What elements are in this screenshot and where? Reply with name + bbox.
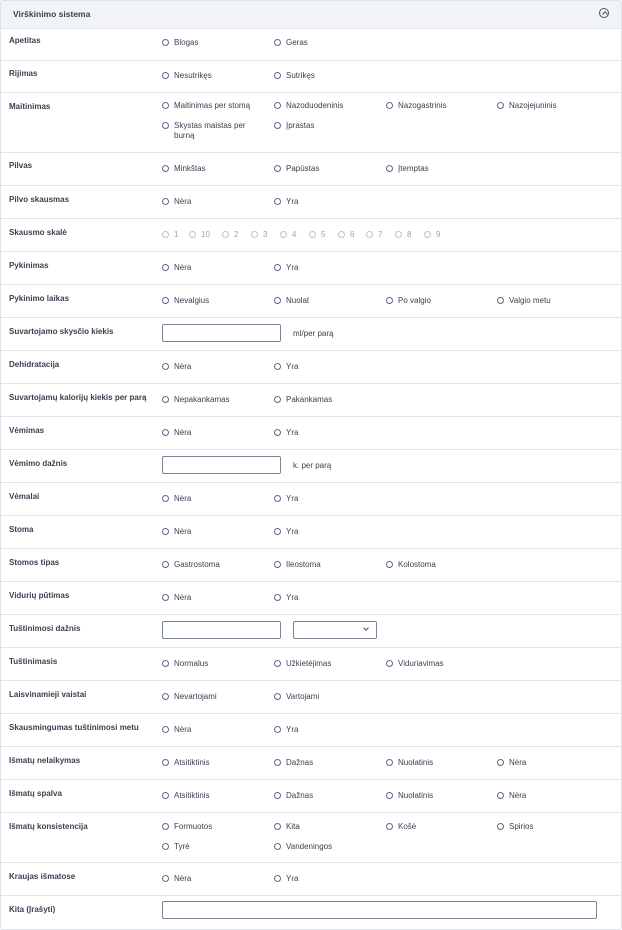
- radio-label: Yra: [286, 874, 299, 883]
- radio-circle-icon[interactable]: [274, 528, 281, 535]
- chevron-down-icon: [363, 625, 369, 631]
- radio-circle-icon[interactable]: [162, 363, 169, 370]
- row-pilvas: [1, 153, 621, 186]
- row-ismatu-nelaikymas: [1, 747, 621, 780]
- radio-circle-icon[interactable]: [274, 759, 281, 766]
- radio-label: Yra: [286, 428, 299, 437]
- radio-label: Vandeningos: [286, 842, 333, 851]
- radio-circle-icon[interactable]: [274, 660, 281, 667]
- row-pilvo-skausmas: [1, 186, 621, 219]
- radio-label: Nėra: [174, 593, 192, 602]
- row-label: Laisvinamieji vaistai: [9, 690, 87, 699]
- radio-label: Formuotos: [174, 822, 213, 831]
- radio-label: Nepakankamas: [174, 395, 230, 404]
- radio-label: Nėra: [174, 362, 192, 371]
- row-kraujas-ismatose: [1, 863, 621, 896]
- fluid-amount-input[interactable]: [162, 324, 281, 342]
- radio-label: Atsitiktinis: [174, 791, 210, 800]
- row-vemimas: [1, 417, 621, 450]
- radio-circle-icon[interactable]: [386, 823, 393, 830]
- radio-label: Kita: [286, 822, 300, 831]
- radio-circle-icon[interactable]: [162, 843, 169, 850]
- radio-label: Yra: [286, 725, 299, 734]
- radio-circle-icon[interactable]: [162, 264, 169, 271]
- row-label: Išmatų spalva: [9, 789, 62, 798]
- row-label: Tuštinimosi dažnis: [9, 624, 81, 633]
- radio-circle-icon[interactable]: [274, 429, 281, 436]
- radio-circle-icon[interactable]: [497, 102, 504, 109]
- radio-label: Blogas: [174, 38, 199, 47]
- bowel-frequency-input[interactable]: [162, 621, 281, 639]
- other-input[interactable]: [162, 901, 597, 919]
- radio-circle-icon[interactable]: [386, 759, 393, 766]
- radio-label: Nėra: [174, 428, 192, 437]
- radio-label: Yra: [286, 527, 299, 536]
- section-header[interactable]: [1, 1, 621, 29]
- row-pykinimas: [1, 252, 621, 285]
- radio-circle-icon[interactable]: [274, 561, 281, 568]
- radio-label: Yra: [286, 494, 299, 503]
- radio-circle-icon[interactable]: [366, 231, 373, 238]
- radio-circle-icon[interactable]: [386, 102, 393, 109]
- radio-circle-icon[interactable]: [386, 297, 393, 304]
- row-kaloriju-kiekis: [1, 384, 621, 417]
- row-skyscio-kiekis: [1, 318, 621, 351]
- radio-label: Nuolatinis: [398, 758, 434, 767]
- radio-circle-icon[interactable]: [274, 843, 281, 850]
- row-label: Kraujas išmatose: [9, 872, 76, 881]
- row-viduriu-putimas: [1, 582, 621, 615]
- radio-label: Įtemptas: [398, 164, 429, 173]
- row-label: Išmatų nelaikymas: [9, 756, 81, 765]
- radio-label: Įprastas: [286, 121, 315, 130]
- row-label: Skausmo skalė: [9, 228, 67, 237]
- radio-circle-icon[interactable]: [162, 660, 169, 667]
- row-ismatu-spalva: [1, 780, 621, 813]
- radio-circle-icon[interactable]: [162, 823, 169, 830]
- row-label: Vėmimas: [9, 426, 45, 435]
- radio-circle-icon[interactable]: [274, 165, 281, 172]
- radio-label: Nėra: [174, 874, 192, 883]
- radio-circle-icon[interactable]: [386, 792, 393, 799]
- radio-circle-icon[interactable]: [274, 726, 281, 733]
- radio-label: Valgio metu: [509, 296, 551, 305]
- radio-label: 4: [292, 230, 297, 239]
- radio-circle-icon[interactable]: [274, 823, 281, 830]
- radio-label: Po valgio: [398, 296, 431, 305]
- radio-circle-icon[interactable]: [497, 759, 504, 766]
- radio-label: Nėra: [509, 758, 527, 767]
- radio-label: Užkietėjimas: [286, 659, 332, 668]
- radio-label: Gastrostoma: [174, 560, 220, 569]
- row-ismatu-konsistencija: [1, 813, 621, 863]
- radio-label: 1: [174, 230, 179, 239]
- radio-circle-icon[interactable]: [189, 231, 196, 238]
- radio-label: Nėra: [509, 791, 527, 800]
- row-label: Vėmalai: [9, 492, 40, 501]
- radio-label: Normalus: [174, 659, 209, 668]
- radio-circle-icon[interactable]: [274, 693, 281, 700]
- row-label: Dehidratacija: [9, 360, 60, 369]
- radio-label: Skystas maistas per burną: [174, 121, 246, 140]
- row-pykinimo-laikas: [1, 285, 621, 318]
- radio-label: 9: [436, 230, 441, 239]
- section-title: Virškinimo sistema: [13, 9, 91, 19]
- row-label: Išmatų konsistencija: [9, 822, 88, 831]
- radio-circle-icon[interactable]: [274, 264, 281, 271]
- radio-label: Geras: [286, 38, 308, 47]
- radio-circle-icon[interactable]: [162, 198, 169, 205]
- radio-circle-icon[interactable]: [162, 102, 169, 109]
- radio-circle-icon[interactable]: [309, 231, 316, 238]
- radio-label: Yra: [286, 263, 299, 272]
- radio-label: Papūstas: [286, 164, 320, 173]
- radio-circle-icon[interactable]: [162, 297, 169, 304]
- radio-label: Nuolatinis: [398, 791, 434, 800]
- radio-circle-icon[interactable]: [274, 396, 281, 403]
- row-label: Kita (Įrašyti): [9, 905, 56, 914]
- radio-circle-icon[interactable]: [497, 792, 504, 799]
- radio-circle-icon[interactable]: [222, 231, 229, 238]
- radio-circle-icon[interactable]: [424, 231, 431, 238]
- row-label: Pilvo skausmas: [9, 195, 70, 204]
- radio-label: 8: [407, 230, 412, 239]
- row-maitinimas: [1, 93, 621, 153]
- row-label: Maitinimas: [9, 102, 51, 111]
- row-label: Suvartojamų kalorijų kiekis per parą: [9, 393, 147, 402]
- radio-label: Yra: [286, 197, 299, 206]
- radio-circle-icon[interactable]: [274, 875, 281, 882]
- radio-label: Nazogastrinis: [398, 101, 447, 110]
- radio-circle-icon[interactable]: [162, 122, 169, 129]
- radio-label: Spirios: [509, 822, 534, 831]
- radio-label: Nuolat: [286, 296, 310, 305]
- radio-circle-icon[interactable]: [162, 39, 169, 46]
- unit-label: k. per parą: [293, 461, 332, 470]
- radio-circle-icon[interactable]: [386, 561, 393, 568]
- radio-circle-icon[interactable]: [274, 122, 281, 129]
- radio-label: 5: [321, 230, 326, 239]
- radio-circle-icon[interactable]: [162, 875, 169, 882]
- radio-label: Nėra: [174, 494, 192, 503]
- frequency-period-select[interactable]: [293, 621, 377, 639]
- row-label: Pykinimas: [9, 261, 49, 270]
- radio-label: 6: [350, 230, 355, 239]
- row-tustinimasis: [1, 648, 621, 681]
- radio-circle-icon[interactable]: [162, 495, 169, 502]
- radio-label: Nėra: [174, 263, 192, 272]
- radio-circle-icon[interactable]: [274, 363, 281, 370]
- radio-label: Dažnas: [286, 791, 314, 800]
- row-label: Stoma: [9, 525, 34, 534]
- radio-label: Yra: [286, 593, 299, 602]
- radio-label: Maitinimas per stomą: [174, 101, 251, 110]
- row-label: Stomos tipas: [9, 558, 60, 567]
- radio-circle-icon[interactable]: [280, 231, 287, 238]
- row-laisvinamieji-vaistai: [1, 681, 621, 714]
- radio-label: Kolostoma: [398, 560, 436, 569]
- radio-circle-icon[interactable]: [162, 759, 169, 766]
- radio-circle-icon[interactable]: [162, 561, 169, 568]
- radio-label: Dažnas: [286, 758, 314, 767]
- row-label: Pilvas: [9, 161, 33, 170]
- row-stoma: [1, 516, 621, 549]
- radio-circle-icon[interactable]: [338, 231, 345, 238]
- radio-label: Nėra: [174, 197, 192, 206]
- radio-circle-icon[interactable]: [274, 198, 281, 205]
- radio-label: Nazoduodeninis: [286, 101, 344, 110]
- radio-label: Ileostoma: [286, 560, 321, 569]
- row-dehidratacija: [1, 351, 621, 384]
- radio-circle-icon[interactable]: [274, 297, 281, 304]
- radio-circle-icon[interactable]: [395, 231, 402, 238]
- row-kita: [1, 896, 621, 928]
- radio-label: 2: [234, 230, 239, 239]
- radio-circle-icon[interactable]: [162, 165, 169, 172]
- radio-circle-icon[interactable]: [386, 660, 393, 667]
- radio-label: 3: [263, 230, 268, 239]
- radio-label: Nėra: [174, 725, 192, 734]
- radio-circle-icon[interactable]: [274, 792, 281, 799]
- radio-circle-icon[interactable]: [274, 594, 281, 601]
- row-skausmo-skale: [1, 219, 621, 252]
- radio-circle-icon[interactable]: [497, 823, 504, 830]
- radio-circle-icon[interactable]: [497, 297, 504, 304]
- radio-label: Atsitiktinis: [174, 758, 210, 767]
- row-rijimas: [1, 60, 621, 93]
- radio-circle-icon[interactable]: [274, 102, 281, 109]
- radio-label: Yra: [286, 362, 299, 371]
- radio-label: Vartojami: [286, 692, 320, 701]
- radio-circle-icon[interactable]: [162, 726, 169, 733]
- row-label: Apetitas: [9, 36, 41, 45]
- radio-circle-icon[interactable]: [162, 429, 169, 436]
- radio-circle-icon[interactable]: [162, 231, 169, 238]
- row-tustinimosi-daznis: [1, 615, 621, 648]
- radio-circle-icon[interactable]: [251, 231, 258, 238]
- radio-label: Viduriavimas: [398, 659, 444, 668]
- row-label: Pykinimo laikas: [9, 294, 70, 303]
- row-vemimo-daznis: [1, 450, 621, 483]
- radio-label: Nevartojami: [174, 692, 217, 701]
- row-skausmingumas: [1, 714, 621, 747]
- radio-label: Pakankamas: [286, 395, 333, 404]
- radio-label: Nėra: [174, 527, 192, 536]
- row-label: Suvartojamo skysčio kiekis: [9, 327, 114, 336]
- radio-circle-icon[interactable]: [162, 528, 169, 535]
- row-apetitas: [1, 28, 621, 61]
- radio-label: 7: [378, 230, 383, 239]
- radio-circle-icon[interactable]: [162, 792, 169, 799]
- radio-circle-icon[interactable]: [162, 72, 169, 79]
- row-label: Skausmingumas tuštinimosi metu: [9, 723, 139, 732]
- radio-circle-icon[interactable]: [162, 594, 169, 601]
- radio-circle-icon[interactable]: [274, 495, 281, 502]
- vomiting-frequency-input[interactable]: [162, 456, 281, 474]
- radio-circle-icon[interactable]: [274, 72, 281, 79]
- radio-label: Sutrikęs: [286, 71, 315, 80]
- row-stomos-tipas: [1, 549, 621, 582]
- radio-label: Nesutrikęs: [174, 71, 212, 80]
- row-vemalai: [1, 483, 621, 516]
- radio-label: Nazojejuninis: [509, 101, 557, 110]
- radio-label: Minkštas: [174, 164, 206, 173]
- radio-circle-icon[interactable]: [162, 396, 169, 403]
- chevron-up-circle-icon[interactable]: [599, 8, 609, 18]
- row-label: Tuštinimasis: [9, 657, 58, 666]
- radio-circle-icon[interactable]: [274, 39, 281, 46]
- radio-label: Košė: [398, 822, 417, 831]
- radio-label: Nevalgius: [174, 296, 210, 305]
- row-label: Vidurių pūtimas: [9, 591, 70, 600]
- row-label: Vėmimo dažnis: [9, 459, 68, 468]
- row-label: Rijimas: [9, 69, 38, 78]
- radio-label: 10: [201, 230, 210, 239]
- unit-label: ml/per parą: [293, 329, 334, 338]
- radio-circle-icon[interactable]: [162, 693, 169, 700]
- radio-circle-icon[interactable]: [386, 165, 393, 172]
- radio-label: Tyrė: [174, 842, 190, 851]
